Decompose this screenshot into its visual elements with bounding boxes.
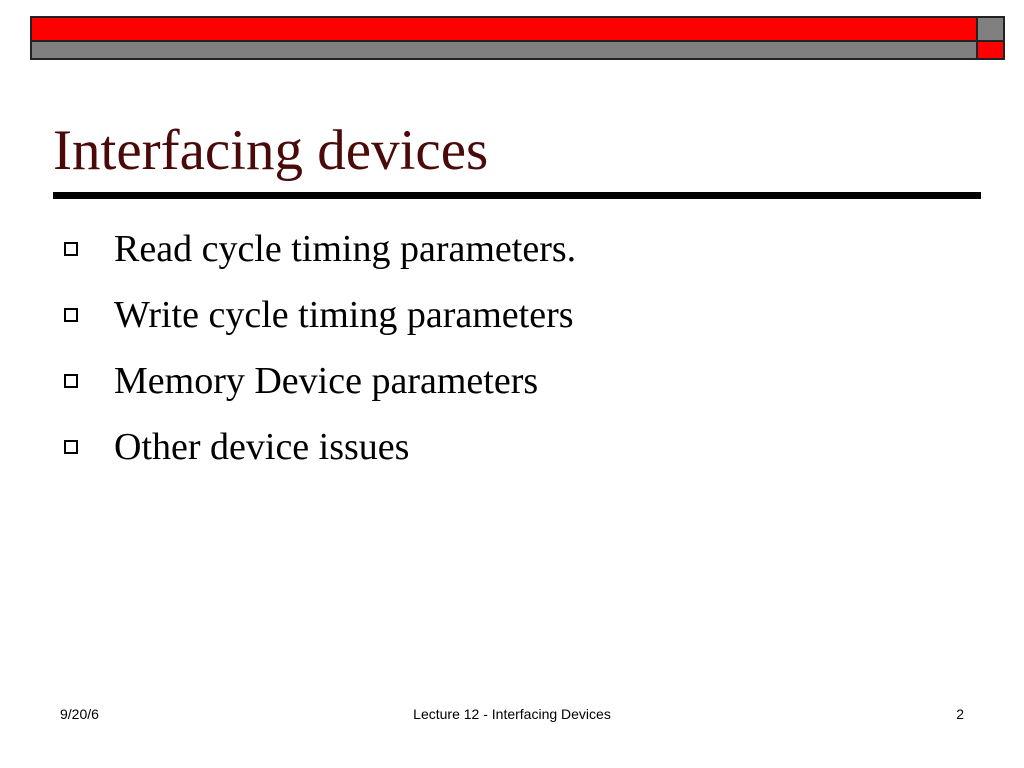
footer-lecture-title: Lecture 12 - Interfacing Devices [413, 706, 611, 722]
footer-page-number: 2 [956, 706, 964, 722]
slide-title: Interfacing devices [53, 119, 489, 182]
square-bullet-icon [64, 242, 78, 256]
footer-date: 9/20/6 [60, 706, 99, 722]
header-red-square [976, 40, 1005, 60]
square-bullet-icon [64, 440, 78, 454]
header-decoration [30, 16, 1005, 60]
header-gray-square [976, 16, 1005, 42]
bullet-item [64, 282, 576, 348]
title-underline [53, 192, 981, 199]
bullet-text: Other device issues [114, 426, 410, 468]
bullet-text: Memory Device parameters [114, 360, 539, 402]
bullet-text: Write cycle timing parameters [114, 294, 574, 336]
square-bullet-icon [64, 308, 78, 322]
bullet-item [64, 348, 576, 414]
header-red-bar [30, 16, 978, 42]
square-bullet-icon [64, 374, 78, 388]
bullet-list [64, 216, 576, 480]
header-gray-bar [30, 40, 978, 60]
bullet-text: Read cycle timing parameters. [114, 228, 577, 270]
bullet-item [64, 414, 576, 480]
bullet-item [64, 216, 576, 282]
